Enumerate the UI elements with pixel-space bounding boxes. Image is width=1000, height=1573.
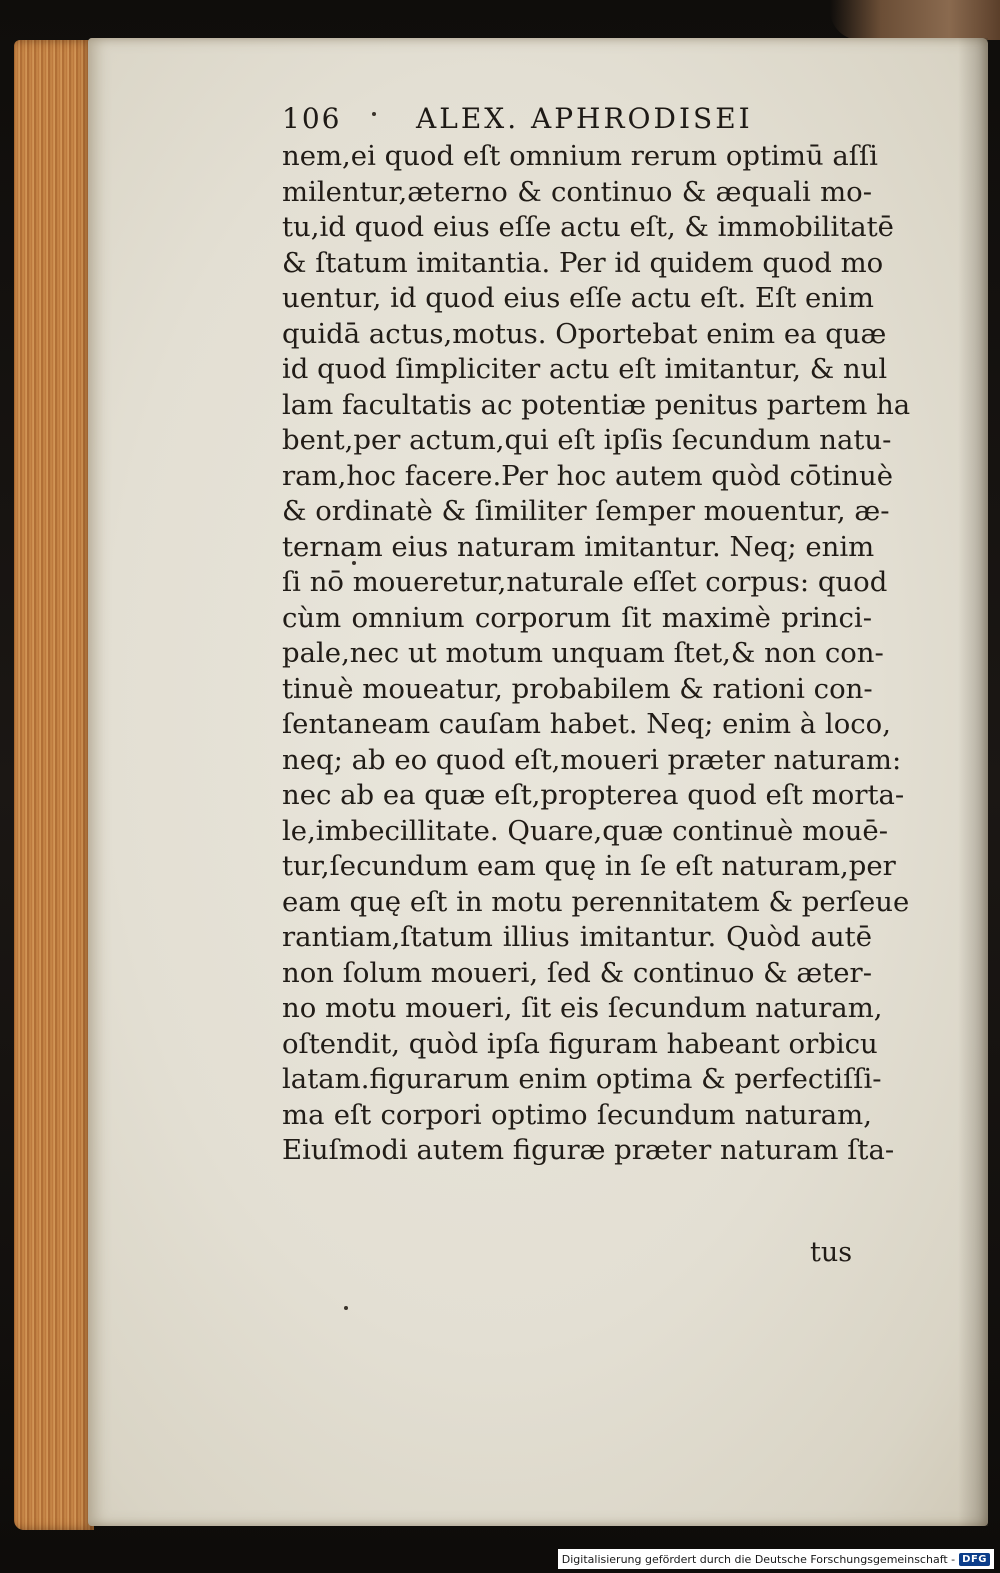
text-line: eam quę eſt in motu perennitatem & perſeue <box>282 885 910 918</box>
text-line: pale,nec ut motum unquam ſtet,& non con- <box>282 637 884 669</box>
text-line: tinuè moueatur, probabilem & rationi con- <box>282 672 873 705</box>
text-line: bent,per actum,qui eſt ipſis ſecundum natu- <box>282 424 892 456</box>
text-line: quidā actus,motus. Oportebat enim ea quæ <box>282 317 887 350</box>
text-line: uentur, id quod eius eſſe actu eſt. Eſt enim <box>282 282 874 314</box>
text-line: lam facultatis ac potentiæ penitus partem ha <box>282 388 911 421</box>
book-binding-corner <box>830 0 1000 40</box>
text-line: milentur,æterno & continuo & æquali mo- <box>282 175 872 208</box>
text-line: oſtendit, quòd ipſa figuram habeant orbicu <box>282 1027 878 1060</box>
text-line: rantiam,ſtatum illius imitantur. Quòd autē <box>282 921 872 953</box>
text-line: ſi nō moueretur,naturale eſſet corpus: quod <box>282 566 888 598</box>
text-line: tu,id quod eius eſſe actu eſt, & immobilitatē <box>282 211 894 243</box>
text-line: non ſolum moueri, ſed & continuo & æter- <box>282 956 872 989</box>
text-line: & ordinatè & ſimiliter ſemper mouentur, æ- <box>282 495 890 527</box>
text-line: no motu moueri, ſit eis ſecundum naturam, <box>282 992 883 1024</box>
text-line: ma eſt corpori optimo ſecundum naturam, <box>282 1098 872 1131</box>
text-line: tur,ſecundum eam quę in ſe eſt naturam,per <box>282 850 896 882</box>
credit-text: Digitalisierung gefördert durch die Deutsche Forschungsgemeinschaft - <box>561 1552 956 1566</box>
text-line: cùm omnium corporum ſit maximè princi- <box>282 601 872 634</box>
text-line: ternam eius naturam imitantur. Neq; enim <box>282 530 875 563</box>
running-title: ALEX. APHRODISEI <box>416 102 753 135</box>
catchword: tus <box>810 1237 853 1268</box>
digitization-credit <box>558 1549 994 1569</box>
text-line: id quod ſimpliciter actu eſt imitantur, & nul <box>282 353 888 385</box>
body-text <box>282 139 911 1169</box>
text-line: nem,ei quod eſt omnium rerum optimū aſſi <box>282 140 878 172</box>
text-line: latam.figurarum enim optima & perfectiſſi- <box>282 1063 882 1095</box>
text-line: nec ab ea quæ eſt,propterea quod eſt morta- <box>282 779 905 811</box>
text-line: le,imbecillitate. Quare,quæ continuè mouē- <box>282 814 888 847</box>
folio-number: 106 <box>282 102 342 135</box>
page-fore-edge <box>14 40 94 1530</box>
text-line: neq; ab eo quod eſt,moueri præter naturam: <box>282 743 902 776</box>
text-line: & ſtatum imitantia. Per id quidem quod mo <box>282 246 884 279</box>
dfg-logo-icon: DFG <box>959 1553 990 1566</box>
text-line: ram,hoc facere.Per hoc autem quòd cōtinuè <box>282 459 893 492</box>
gutter-shadow <box>958 38 988 1526</box>
page-header <box>282 102 882 142</box>
margin-mark <box>344 1306 348 1310</box>
text-line: Eiuſmodi autem figuræ præter naturam ſta- <box>282 1134 895 1166</box>
text-line: ſentaneam cauſam habet. Neq; enim à loco, <box>282 708 891 740</box>
